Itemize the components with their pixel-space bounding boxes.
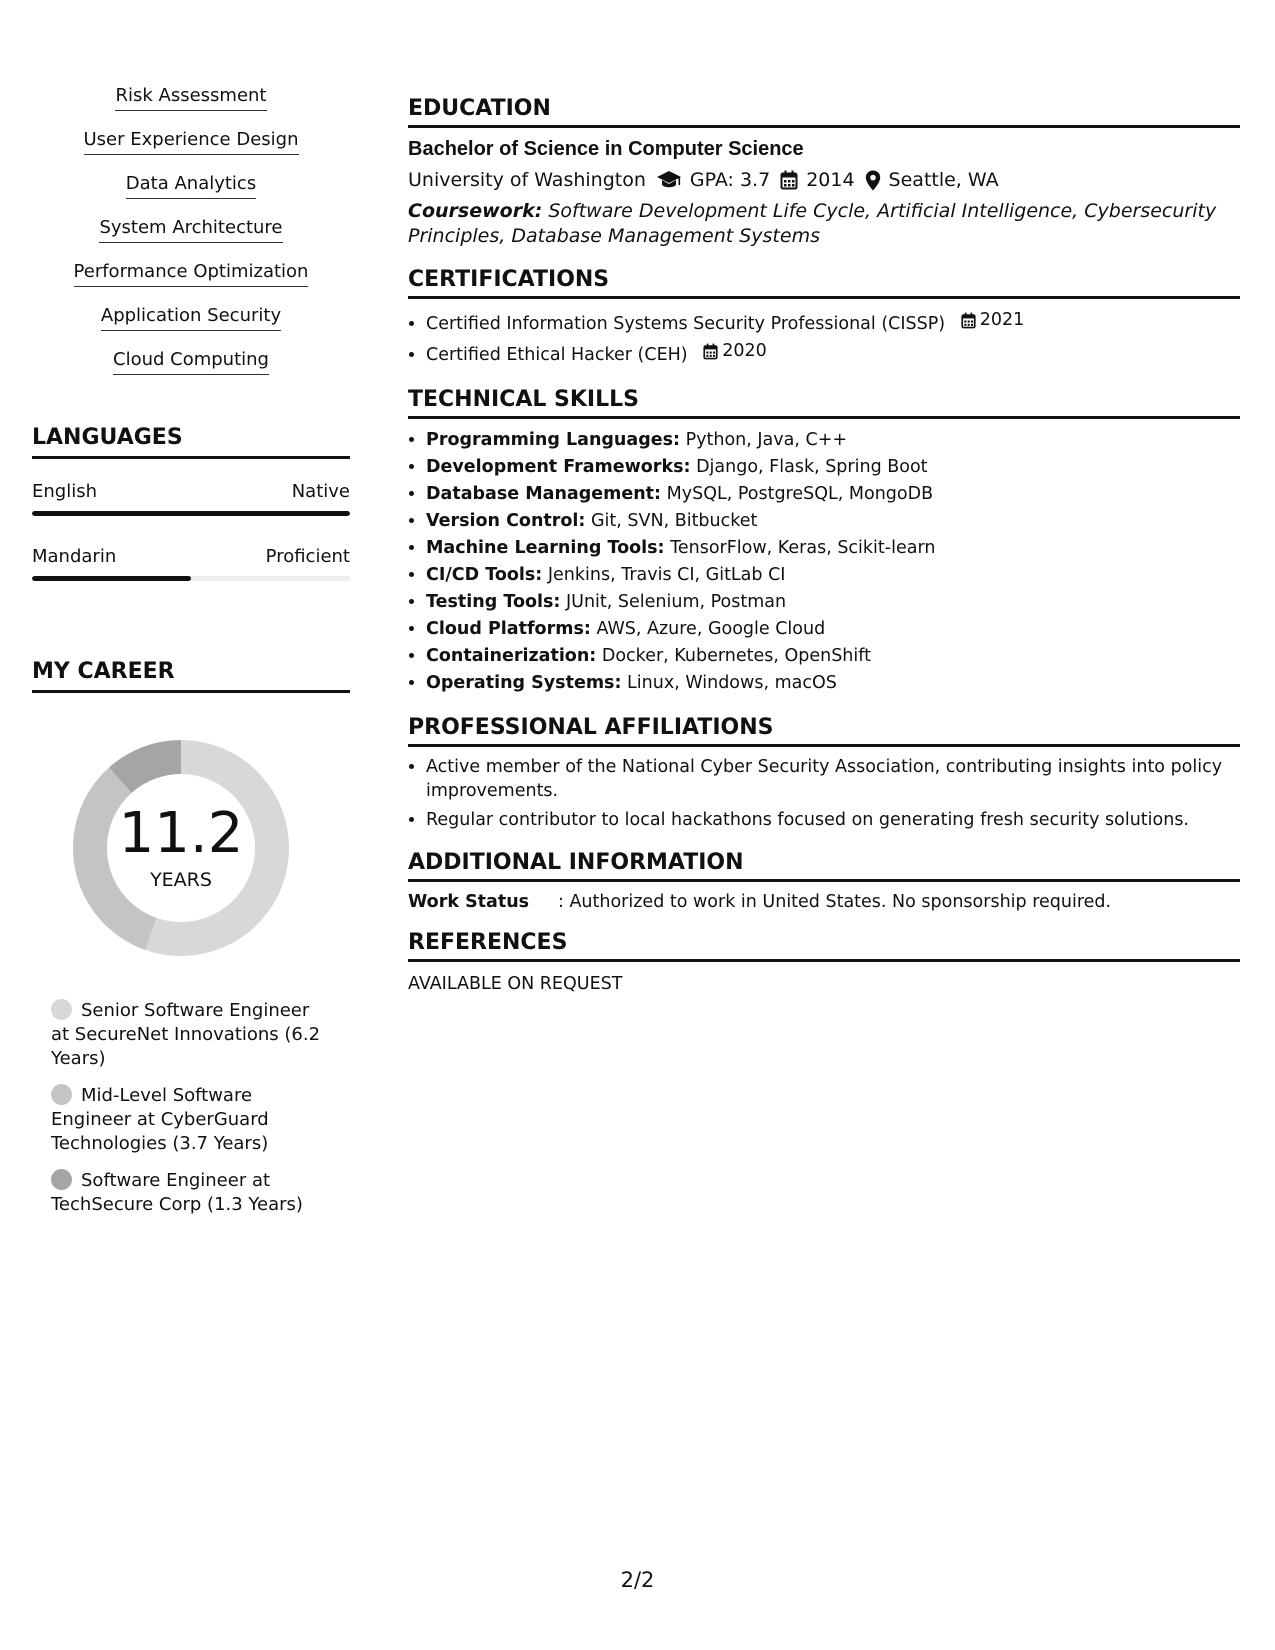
skill-tag: Data Analytics [126, 172, 256, 199]
certifications-section [408, 267, 1240, 369]
gpa-group [656, 169, 770, 191]
skill-label: Cloud Platforms: [426, 619, 591, 639]
skill-item [426, 481, 1240, 508]
language-row [32, 481, 350, 502]
skill-value: Django, Flask, Spring Boot [696, 457, 928, 477]
language-name: English [32, 481, 97, 502]
skill-label: Database Management: [426, 484, 662, 504]
skill-item [426, 670, 1240, 697]
right-column [408, 96, 1240, 1012]
skill-item [426, 427, 1240, 454]
certification-item [426, 338, 1240, 369]
references-heading: REFERENCES [408, 930, 1240, 962]
education-meta [408, 169, 1240, 191]
coursework [408, 199, 1240, 249]
skill-tag: User Experience Design [84, 128, 299, 155]
affiliation-item: • Regular contributor to local hackathons focused on generating fresh security solutions. [426, 808, 1240, 832]
page-number: 2/2 [620, 1568, 655, 1592]
certification-item [426, 307, 1240, 338]
certification-year: 2021 [979, 310, 1025, 330]
work-status-row [408, 892, 1240, 912]
certifications-heading: CERTIFICATIONS [408, 267, 1240, 299]
affiliation-item: • Active member of the National Cyber Security Association, contributing insights into policy improvements. [426, 755, 1240, 803]
skill-tag: Application Security [101, 304, 281, 331]
technical-skills-heading: TECHNICAL SKILLS [408, 387, 1240, 419]
skill-label: CI/CD Tools: [426, 565, 543, 585]
references-section [408, 930, 1240, 994]
graduation-year: 2014 [806, 169, 855, 191]
legend-dot [51, 1169, 72, 1190]
language-row [32, 546, 350, 567]
skill-label: Testing Tools: [426, 592, 561, 612]
skill-tag: Risk Assessment [115, 84, 266, 111]
location-group [865, 169, 999, 191]
language-level: Native [291, 481, 350, 502]
skill-value: AWS, Azure, Google Cloud [596, 619, 826, 639]
legend-label: Mid-Level Software Engineer at CyberGuard Technologies (3.7 Years) [51, 1085, 269, 1154]
skill-value: TensorFlow, Keras, Scikit-learn [670, 538, 936, 558]
language-bar-fill [32, 576, 191, 581]
skill-label: Operating Systems: [426, 673, 622, 693]
calendar-icon [703, 343, 718, 360]
skill-tags [32, 84, 350, 375]
legend-dot [51, 999, 72, 1020]
certification-date [961, 307, 1025, 334]
graduation-cap-icon [656, 170, 682, 190]
skill-value: JUnit, Selenium, Postman [566, 592, 787, 612]
career-heading: MY CAREER [32, 659, 350, 693]
left-column [32, 84, 350, 1230]
certifications-list [408, 307, 1240, 369]
skill-value: Docker, Kubernetes, OpenShift [601, 646, 871, 666]
language-bar-fill [32, 511, 350, 516]
skill-value: Linux, Windows, macOS [627, 673, 837, 693]
certification-name: Certified Information Systems Security Professional (CISSP) [426, 314, 946, 334]
skill-label: Programming Languages: [426, 430, 681, 450]
languages-heading: LANGUAGES [32, 425, 350, 459]
language-bar [32, 511, 350, 516]
additional-info-heading: ADDITIONAL INFORMATION [408, 850, 1240, 882]
education-heading: EDUCATION [408, 96, 1240, 128]
languages-section [32, 425, 350, 581]
skill-tag: Cloud Computing [113, 348, 269, 375]
legend-item [51, 1084, 331, 1156]
certification-date [703, 338, 767, 365]
language-level: Proficient [265, 546, 350, 567]
gpa-value: GPA: 3.7 [689, 169, 771, 191]
career-total [66, 801, 296, 891]
work-status-value: : Authorized to work in United States. No sponsorship required. [558, 892, 1112, 912]
skill-item [426, 616, 1240, 643]
skill-value: MySQL, PostgreSQL, MongoDB [666, 484, 934, 504]
skill-label: Development Frameworks: [426, 457, 691, 477]
career-section [32, 659, 350, 1217]
legend-item [51, 1169, 331, 1217]
skill-tag: Performance Optimization [74, 260, 309, 287]
coursework-list: Software Development Life Cycle, Artificial Intelligence, Cybersecurity Principles, Database Management Systems [408, 200, 1217, 247]
language-bar [32, 576, 350, 581]
certification-name: Certified Ethical Hacker (CEH) [426, 345, 688, 365]
career-donut-chart [66, 733, 296, 963]
legend-label: Senior Software Engineer at SecureNet Innovations (6.2 Years) [51, 1000, 321, 1069]
skill-label: Version Control: [426, 511, 586, 531]
map-pin-icon [865, 170, 881, 191]
skill-label: Containerization: [426, 646, 597, 666]
skill-value: Git, SVN, Bitbucket [591, 511, 758, 531]
work-status-label: Work Status [408, 892, 530, 912]
school-name: University of Washington [408, 169, 646, 191]
skill-item [426, 508, 1240, 535]
references-text: AVAILABLE ON REQUEST [408, 974, 623, 994]
calendar-icon [961, 312, 976, 329]
additional-info-section [408, 850, 1240, 912]
language-name: Mandarin [32, 546, 117, 567]
legend-label: Software Engineer at TechSecure Corp (1.3 Years) [51, 1170, 303, 1215]
coursework-label: Coursework: [408, 200, 543, 222]
degree-title: Bachelor of Science in Computer Science [408, 138, 804, 160]
affiliations-section [408, 715, 1240, 832]
legend-item [51, 999, 331, 1071]
education-section [408, 96, 1240, 249]
technical-skills-list [408, 427, 1240, 697]
skill-value: Python, Java, C++ [685, 430, 848, 450]
calendar-icon [780, 170, 798, 190]
skill-label: Machine Learning Tools: [426, 538, 665, 558]
certification-year: 2020 [722, 341, 767, 361]
year-group [780, 169, 854, 191]
skill-item [426, 535, 1240, 562]
career-legend [51, 999, 331, 1217]
affiliations-heading: PROFESSIONAL AFFILIATIONS [408, 715, 1240, 747]
skill-item [426, 562, 1240, 589]
career-total-value: 11.2 [118, 801, 244, 866]
technical-skills-section [408, 387, 1240, 697]
skill-item [426, 454, 1240, 481]
skill-value: Jenkins, Travis CI, GitLab CI [547, 565, 786, 585]
skill-item [426, 643, 1240, 670]
school-location: Seattle, WA [888, 169, 999, 191]
career-total-unit: YEARS [150, 869, 212, 891]
skill-item [426, 589, 1240, 616]
affiliations-list [408, 755, 1240, 832]
skill-tag: System Architecture [99, 216, 282, 243]
legend-dot [51, 1084, 72, 1105]
